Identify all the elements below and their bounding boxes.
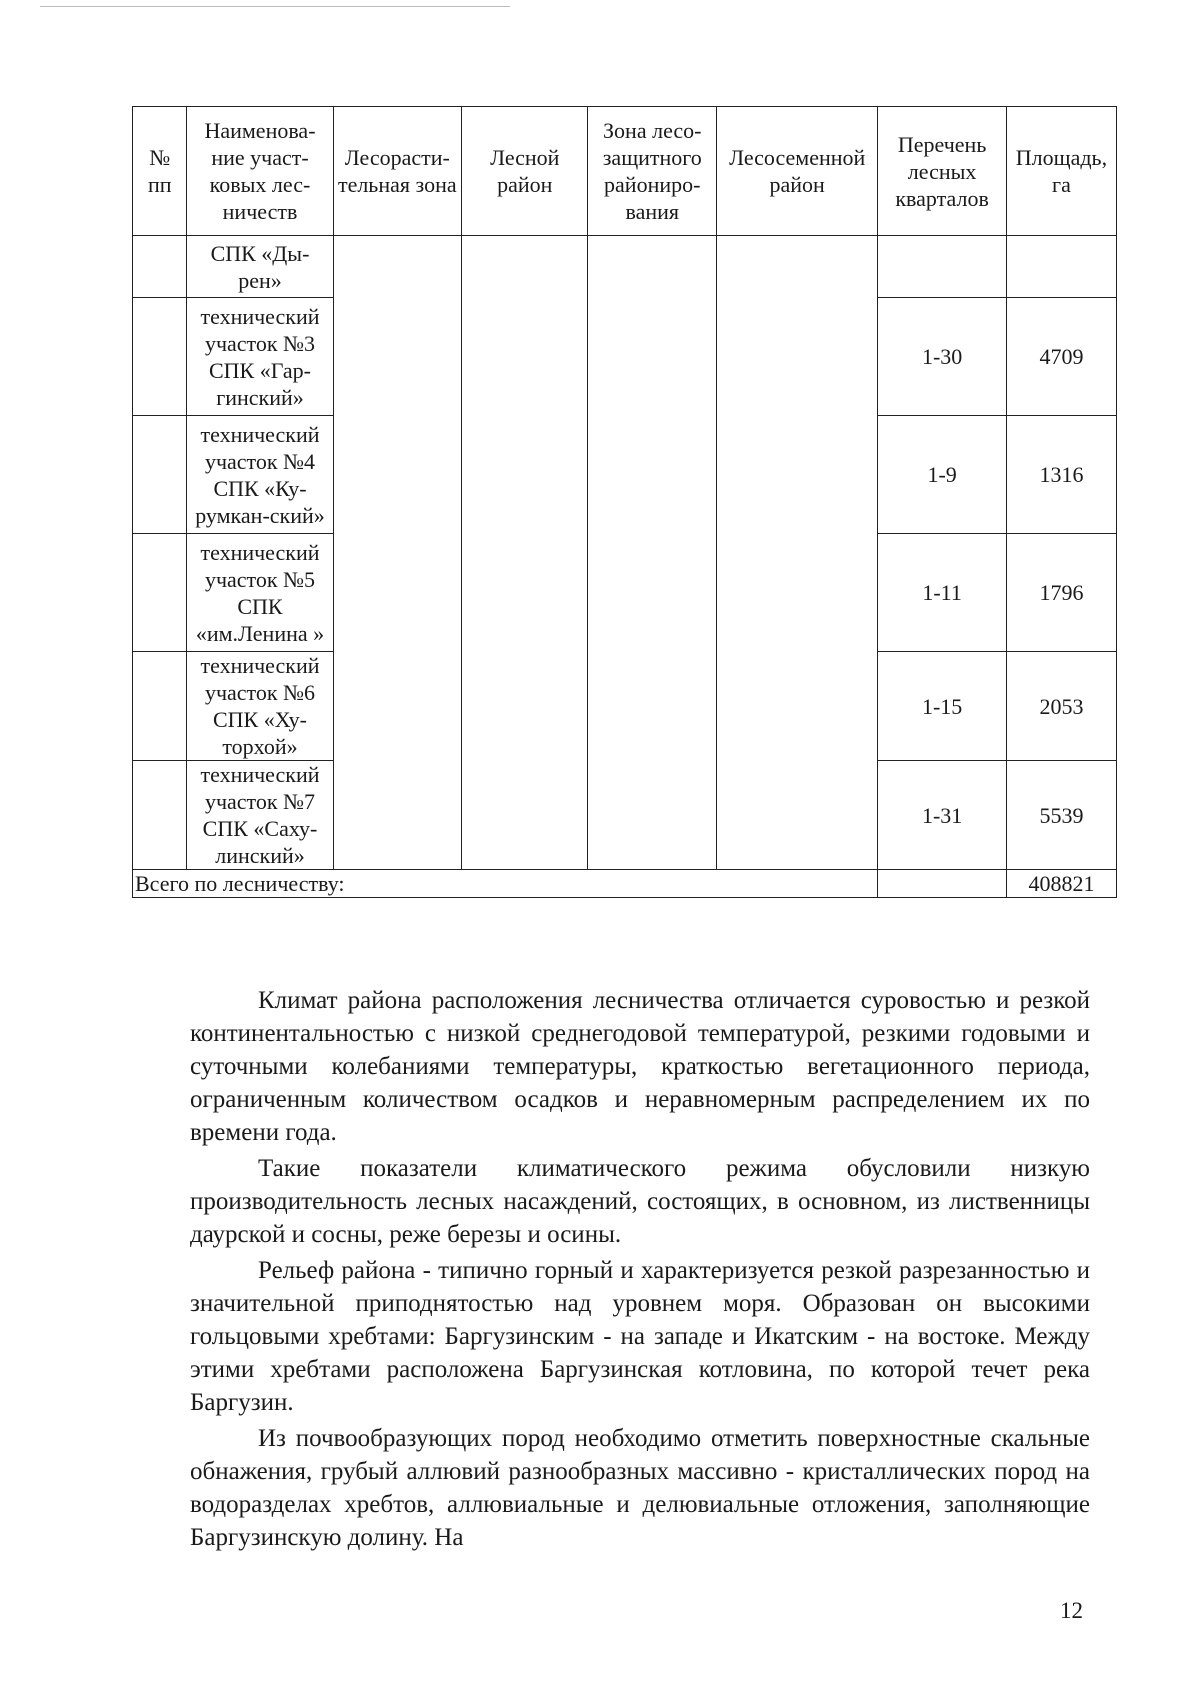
row-area: 1796 — [1006, 534, 1116, 652]
paragraph-productivity: Такие показатели климатического режима обусловили низкую производительность лесных насаждений, состоящих, в основном, из лиственницы даурской и сосны, реже березы и осины. — [190, 1155, 1090, 1248]
row-quarters — [878, 236, 1007, 298]
total-area: 408821 — [1006, 870, 1116, 898]
table-total-row — [133, 870, 1117, 898]
row-area: 1316 — [1006, 416, 1116, 534]
row-name: технический участок №4 СПК «Ку-румкан-ский» — [187, 416, 333, 534]
row-quarters: 1-9 — [878, 416, 1007, 534]
row-name: СПК «Ды-рен» — [187, 236, 333, 298]
row-name: технический участок №7 СПК «Саху-линский» — [187, 761, 333, 870]
row-area — [1006, 236, 1116, 298]
protection-zone-cell — [588, 236, 717, 870]
seed-region-cell — [717, 236, 878, 870]
row-number — [133, 534, 187, 652]
forestry-table-container — [132, 106, 1117, 898]
row-name: технический участок №6 СПК «Ху-торхой» — [187, 652, 333, 761]
row-quarters: 1-30 — [878, 298, 1007, 416]
row-area: 4709 — [1006, 298, 1116, 416]
paragraph-relief: Рельеф района - типично горный и характеризуется резкой разрезанностью и значительной приподнятостью над уровнем моря. Образован он высокими гольцовыми хребтами: Баргузинским - на западе и Икатским - на востоке. Между этими хребтами расположена Баргузинская котловина, по которой течет река Баргузин. — [190, 1257, 1090, 1416]
row-quarters: 1-31 — [878, 761, 1007, 870]
vegetation-zone-cell — [333, 236, 462, 870]
header-quarters-list: Перечень лесных кварталов — [878, 107, 1007, 236]
header-number: № пп — [133, 107, 187, 236]
header-seed-region: Лесосеменной район — [717, 107, 878, 236]
paragraph-climate: Климат района расположения лесничества отличается суровостью и резкой континентальностью с низкой среднегодовой температурой, резкими годовыми и суточными колебаниями температуры, краткостью вегетационного периода, ограниченным количеством осадков и неравномерным распределением их по времени года. — [190, 987, 1090, 1146]
header-vegetation-zone: Лесорасти-тельная зона — [333, 107, 462, 236]
row-number — [133, 298, 187, 416]
forest-region-cell — [462, 236, 588, 870]
scan-edge-line — [40, 6, 510, 7]
row-quarters: 1-11 — [878, 534, 1007, 652]
row-name: технический участок №5 СПК «им.Ленина » — [187, 534, 333, 652]
row-number — [133, 652, 187, 761]
total-quarters — [878, 870, 1007, 898]
header-protection-zone: Зона лесо-защитного райониро-вания — [588, 107, 717, 236]
row-number — [133, 236, 187, 298]
table-row — [133, 236, 1117, 298]
row-quarters: 1-15 — [878, 652, 1007, 761]
paragraph-soils: Из почвообразующих пород необходимо отметить поверхностные скальные обнажения, грубый аллювий разнообразных массивно - кристаллических пород на водоразделах хребтов, аллювиальные и делювиальные отложения, заполняющие Баргузинскую долину. На — [190, 1425, 1090, 1551]
row-area: 5539 — [1006, 761, 1116, 870]
header-forest-region: Лесной район — [462, 107, 588, 236]
row-number — [133, 416, 187, 534]
page-number: 12 — [1060, 1598, 1083, 1623]
row-area: 2053 — [1006, 652, 1116, 761]
forestry-table — [132, 106, 1117, 898]
row-name: технический участок №3 СПК «Гар-гинский» — [187, 298, 333, 416]
total-label: Всего по лесничеству: — [133, 870, 878, 898]
row-number — [133, 761, 187, 870]
table-header-row — [133, 107, 1117, 236]
header-area: Площадь, га — [1006, 107, 1116, 236]
header-district-name: Наименова-ние участ-ковых лес-ничеств — [187, 107, 333, 236]
